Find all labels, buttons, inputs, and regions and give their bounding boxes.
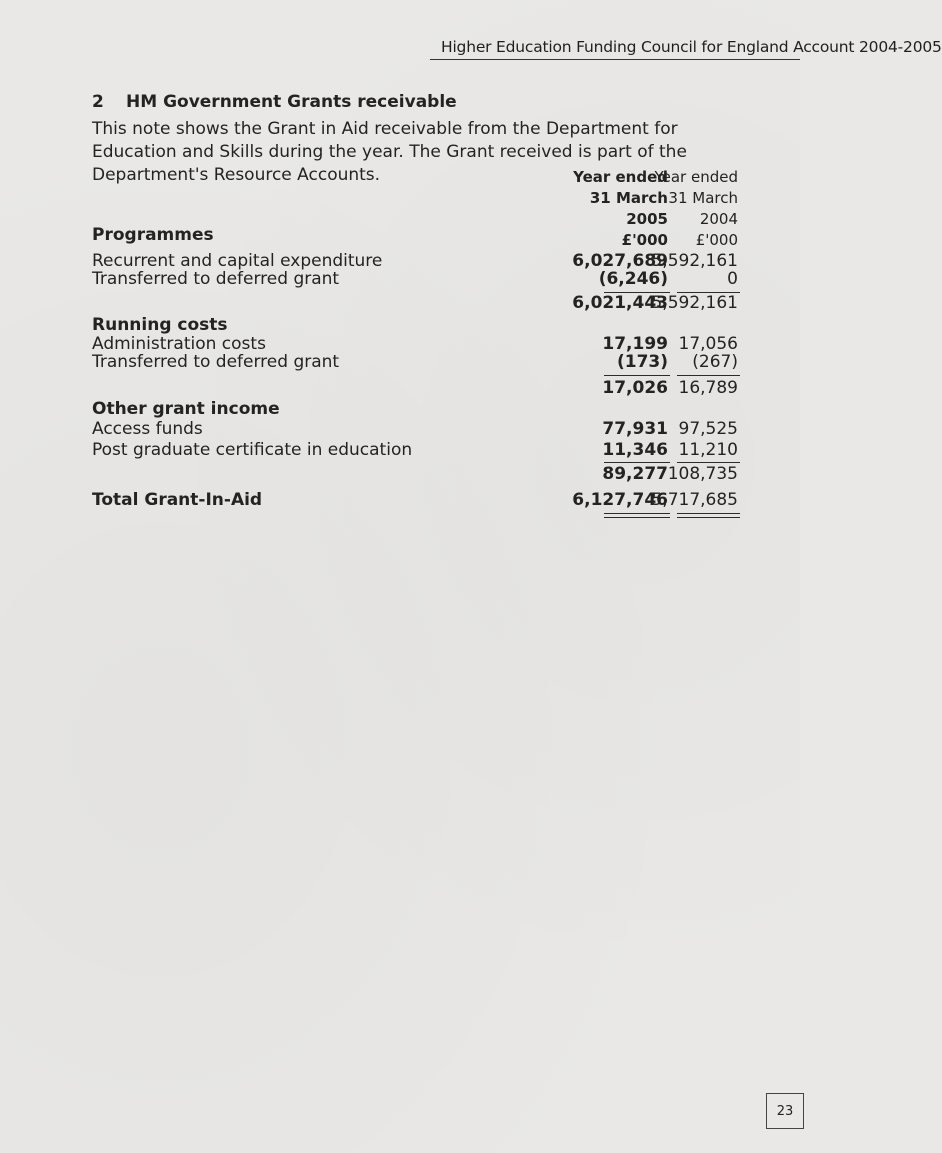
table-row	[92, 438, 738, 462]
column-header-line: 31 March	[589, 189, 668, 207]
value-2004: (267)	[692, 352, 738, 372]
column-header-line: 31 March	[668, 189, 738, 207]
total-double-rule	[677, 517, 740, 518]
value-2004: 97,525	[678, 419, 738, 439]
table-row	[92, 350, 738, 374]
group-label: Other grant income	[92, 399, 280, 419]
column-header-line: Year ended	[573, 168, 668, 186]
column-header-unit: £'000	[621, 231, 668, 249]
group-label: Programmes	[92, 225, 214, 245]
group-label: Running costs	[92, 315, 228, 335]
column-header-line: 2005	[626, 210, 668, 228]
row-label: Access funds	[92, 419, 203, 439]
value-2004: 5,592,161	[651, 251, 738, 271]
header-rule	[430, 59, 800, 60]
total-double-rule	[604, 517, 670, 518]
table-row	[92, 267, 738, 291]
row-label: Recurrent and capital expenditure	[92, 251, 383, 271]
value-2004: 0	[727, 269, 738, 289]
value-2005: (6,246)	[598, 269, 668, 289]
row-label: Transferred to deferred grant	[92, 352, 340, 372]
subtotal-2004: 108,735	[667, 464, 738, 484]
row-label: Administration costs	[92, 334, 266, 354]
subtotal-2004: 5,592,161	[651, 293, 738, 313]
subtotal-row-other-grant-income	[92, 462, 738, 486]
total-2005: 6,127,746	[572, 490, 668, 510]
intro-paragraph: This note shows the Grant in Aid receivable from the Department for Education and Skills during the year. The Grant received is part of the Department's Resource Accounts.	[92, 119, 687, 185]
row-label: Post graduate certificate in education	[92, 440, 413, 460]
total-double-rule	[677, 513, 740, 514]
subtotal-2004: 16,789	[678, 378, 738, 398]
total-row	[92, 488, 738, 512]
section-title: HM Government Grants receivable	[126, 92, 457, 112]
total-double-rule	[604, 513, 670, 514]
value-2004: 11,210	[678, 440, 738, 460]
subtotal-2005: 89,277	[602, 464, 668, 484]
subtotal-row-programmes	[92, 291, 738, 315]
row-label: Transferred to deferred grant	[92, 269, 340, 289]
subtotal-2005: 6,021,443	[572, 293, 668, 313]
value-2005: (173)	[616, 352, 668, 372]
section-number: 2	[92, 92, 104, 112]
subtotal-2005: 17,026	[602, 378, 668, 398]
value-2005: 17,199	[602, 334, 668, 354]
value-2005: 11,346	[602, 440, 668, 460]
total-2004: 5,717,685	[651, 490, 738, 510]
column-header-line: Year ended	[654, 168, 738, 186]
value-2004: 17,056	[678, 334, 738, 354]
value-2005: 6,027,689	[572, 251, 668, 271]
value-2005: 77,931	[602, 419, 668, 439]
column-header-line: 2004	[699, 210, 738, 228]
total-label: Total Grant-In-Aid	[92, 490, 263, 510]
page-number: 23	[766, 1093, 804, 1129]
document-header-title: Higher Education Funding Council for England Account 2004-2005	[441, 38, 942, 56]
column-header-unit: £'000	[695, 231, 738, 249]
section-heading	[92, 92, 457, 112]
group-heading-programmes	[92, 223, 738, 247]
